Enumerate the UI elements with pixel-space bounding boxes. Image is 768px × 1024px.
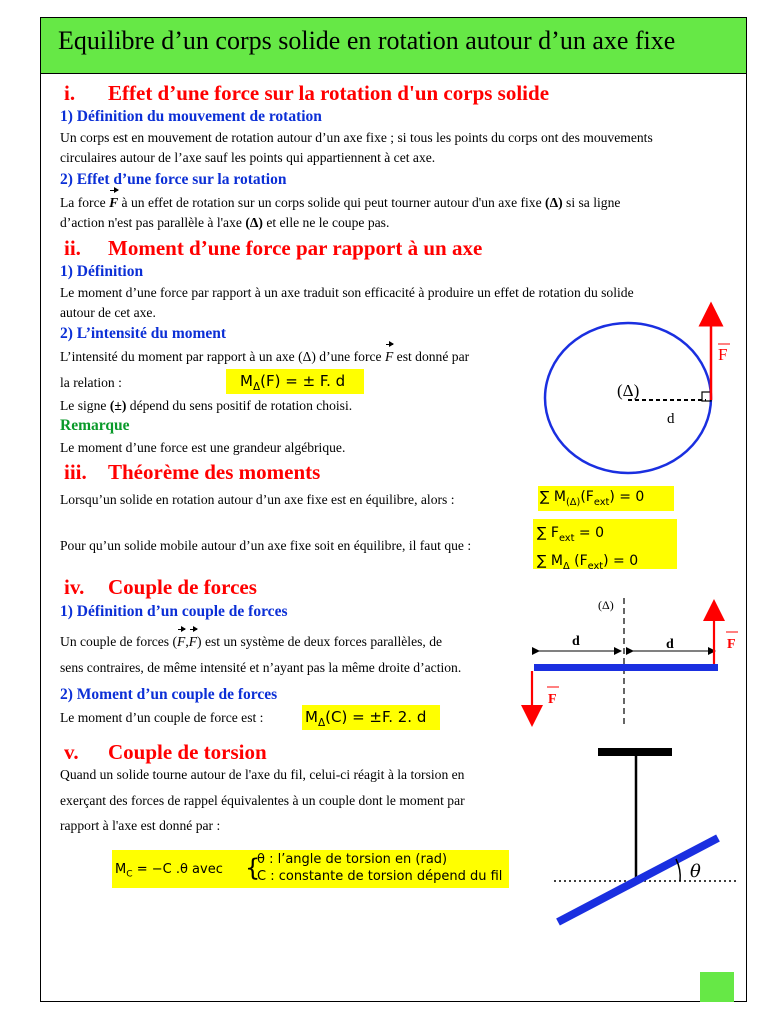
section-5-heading bbox=[64, 740, 267, 765]
paragraph-theorem: Lorsqu’un solide en rotation autour d’un axe fixe est en équilibre, alors : bbox=[60, 492, 455, 507]
distance-label: d bbox=[667, 411, 675, 427]
section-4-number: iv. bbox=[64, 575, 85, 599]
paragraph-torsion-line2: exerçant des forces de rappel équivalentes à un couple dont le moment par bbox=[60, 793, 465, 808]
brace-symbol: { bbox=[245, 854, 261, 882]
force-vector-symbol: F bbox=[109, 193, 118, 213]
formula-subscript: (Δ) bbox=[565, 496, 581, 508]
formula-line-1 bbox=[537, 522, 677, 550]
text-fragment: Un couple de forces ( bbox=[60, 634, 178, 649]
section-1-heading bbox=[64, 81, 549, 106]
text-fragment: , bbox=[185, 634, 189, 649]
formula-part: (F) = ± F. d bbox=[260, 372, 346, 390]
paragraph-torsion-line1: Quand un solide tourne autour de l'axe du fil, celui-ci réagit à la torsion en bbox=[60, 767, 465, 782]
formula-subscript: ext bbox=[593, 496, 610, 508]
formula-torsion-main bbox=[115, 862, 223, 880]
section-2-heading bbox=[64, 236, 482, 261]
formula-torsion-theta: θ : l’angle de torsion en (rad) bbox=[257, 852, 448, 867]
subsection-4-2: 2) Moment d’un couple de forces bbox=[60, 686, 278, 703]
formula-subscript: Δ bbox=[317, 717, 326, 729]
force-vector-symbol: F bbox=[189, 632, 197, 652]
section-1-title: Effet d’une force sur la rotation d'un corps solide bbox=[108, 81, 550, 105]
couple-forces-diagram bbox=[522, 592, 748, 726]
formula-subscript: ext bbox=[587, 560, 604, 572]
axis-symbol: (Δ) bbox=[545, 195, 563, 210]
subsection-4-1: 1) Définition d’un couple de forces bbox=[60, 603, 288, 620]
formula-couple-moment bbox=[302, 705, 440, 730]
formula-part: (F bbox=[580, 489, 594, 505]
formula-part: ) = 0 bbox=[609, 489, 645, 505]
distance-label-right: d bbox=[666, 637, 674, 652]
paragraph-rotation-line1: Un corps est en mouvement de rotation autour d’un axe fixe ; si tous les points du corps ont des mouvements bbox=[60, 130, 653, 145]
force-vector-symbol: F bbox=[177, 632, 185, 652]
paragraph-moment-def-line2: autour de cet axe. bbox=[60, 305, 156, 320]
formula-subscript: ext bbox=[558, 532, 575, 544]
section-2-title: Moment d’une force par rapport à un axe bbox=[108, 236, 483, 260]
formula-part: M bbox=[240, 372, 253, 390]
paragraph-couple-def-line2: sens contraires, de même intensité et n’ayant pas la même droite d’action. bbox=[60, 660, 462, 675]
force-label-right: F bbox=[727, 637, 736, 652]
formula-part: (C) = ±F. 2. d bbox=[325, 708, 427, 726]
text-fragment: et elle ne le coupe pas. bbox=[266, 215, 390, 230]
remark-text: Le moment d’une force est une grandeur algébrique. bbox=[60, 440, 346, 455]
sign-symbol: (±) bbox=[109, 398, 127, 413]
distance-label-left: d bbox=[572, 634, 580, 649]
corner-green-square bbox=[700, 972, 734, 1002]
force-vector-symbol: F bbox=[385, 347, 393, 367]
subsection-2-1: 1) Définition bbox=[60, 263, 144, 280]
formula-part: ∑ M bbox=[540, 489, 566, 505]
text-fragment: d’action n'est pas parallèle à l'axe bbox=[60, 215, 242, 230]
section-5-number: v. bbox=[64, 740, 79, 764]
paragraph-rotation-line2: circulaires autour de l’axe sauf les points qui appartiennent à cet axe. bbox=[60, 150, 436, 165]
formula-moment-force bbox=[226, 369, 364, 394]
text-fragment: si sa ligne bbox=[566, 195, 621, 210]
axis-label: (Δ) bbox=[617, 381, 640, 400]
torsion-pendulum-diagram bbox=[548, 744, 738, 930]
paragraph-couple-def-line1 bbox=[60, 632, 442, 652]
text-fragment: Le signe bbox=[60, 398, 107, 413]
formula-part: (F bbox=[569, 552, 588, 569]
paragraph-intensity-line1 bbox=[60, 347, 469, 367]
formula-line-2 bbox=[537, 550, 677, 578]
section-1-number: i. bbox=[64, 81, 76, 105]
formula-torsion bbox=[112, 850, 509, 888]
formula-part: M bbox=[115, 862, 127, 877]
paragraph-couple-moment: Le moment d’un couple de force est : bbox=[60, 710, 264, 725]
axis-label: (Δ) bbox=[598, 598, 614, 612]
remark-title: Remarque bbox=[60, 417, 130, 434]
section-4-heading bbox=[64, 575, 257, 600]
support-bar bbox=[598, 748, 672, 756]
paragraph-moment-def-line1: Le moment d’une force par rapport à un axe traduit son efficacité à produire un effet de rotation du solide bbox=[60, 285, 634, 300]
text-fragment: La force bbox=[60, 195, 106, 210]
formula-part: = 0 bbox=[574, 525, 604, 541]
formula-subscript: C bbox=[126, 869, 133, 880]
paragraph-force-effect-line2 bbox=[60, 213, 389, 233]
section-2-number: ii. bbox=[64, 236, 81, 260]
formula-part: ∑ F bbox=[537, 525, 559, 541]
text-fragment: à un effet de rotation sur un corps solide qui peut tourner autour d'un axe fixe bbox=[121, 195, 542, 210]
subsection-2-2: 2) L’intensité du moment bbox=[60, 325, 227, 342]
formula-part: ∑ M bbox=[537, 552, 563, 569]
subsection-1-2: 2) Effet d’une force sur la rotation bbox=[60, 171, 287, 188]
section-3-number: iii. bbox=[64, 460, 87, 484]
formula-torsion-constant: C : constante de torsion dépend du fil bbox=[257, 869, 503, 884]
formula-theorem bbox=[538, 486, 674, 511]
subsection-1-1: 1) Définition du mouvement de rotation bbox=[60, 108, 322, 125]
formula-subscript: Δ bbox=[562, 560, 570, 572]
formula-part: M bbox=[305, 708, 318, 726]
paragraph-force-effect-line1 bbox=[60, 193, 620, 213]
formula-part: = −C .θ avec bbox=[132, 862, 223, 877]
force-label-left: F bbox=[548, 692, 557, 707]
section-5-title: Couple de torsion bbox=[108, 740, 267, 764]
text-fragment: dépend du sens positif de rotation choisi. bbox=[129, 398, 353, 413]
page-title: Equilibre d’un corps solide en rotation autour d’un axe fixe bbox=[58, 26, 676, 55]
section-4-title: Couple de forces bbox=[108, 575, 257, 599]
section-3-title: Théorème des moments bbox=[108, 460, 321, 484]
text-fragment: L’intensité du moment par rapport à un axe (Δ) d’une force bbox=[60, 349, 382, 364]
formula-equilibrium-system bbox=[533, 519, 677, 572]
force-label: F bbox=[718, 345, 728, 364]
solid-bar bbox=[534, 664, 718, 671]
section-3-heading bbox=[64, 460, 320, 485]
axis-symbol: (Δ) bbox=[245, 215, 263, 230]
formula-subscript: Δ bbox=[252, 381, 261, 393]
angle-label: θ bbox=[690, 861, 701, 882]
paragraph-sign bbox=[60, 396, 352, 416]
paragraph-torsion-line3: rapport à l'axe est donné par : bbox=[60, 818, 221, 833]
text-fragment: est donné par bbox=[396, 349, 470, 364]
formula-part: ) = 0 bbox=[603, 552, 639, 569]
paragraph-equilibrium: Pour qu’un solide mobile autour d’un axe fixe soit en équilibre, il faut que : bbox=[60, 538, 472, 553]
moment-force-diagram bbox=[540, 302, 750, 462]
paragraph-intensity-line2: la relation : bbox=[60, 375, 122, 390]
text-fragment: ) est un système de deux forces parallèles, de bbox=[197, 634, 443, 649]
